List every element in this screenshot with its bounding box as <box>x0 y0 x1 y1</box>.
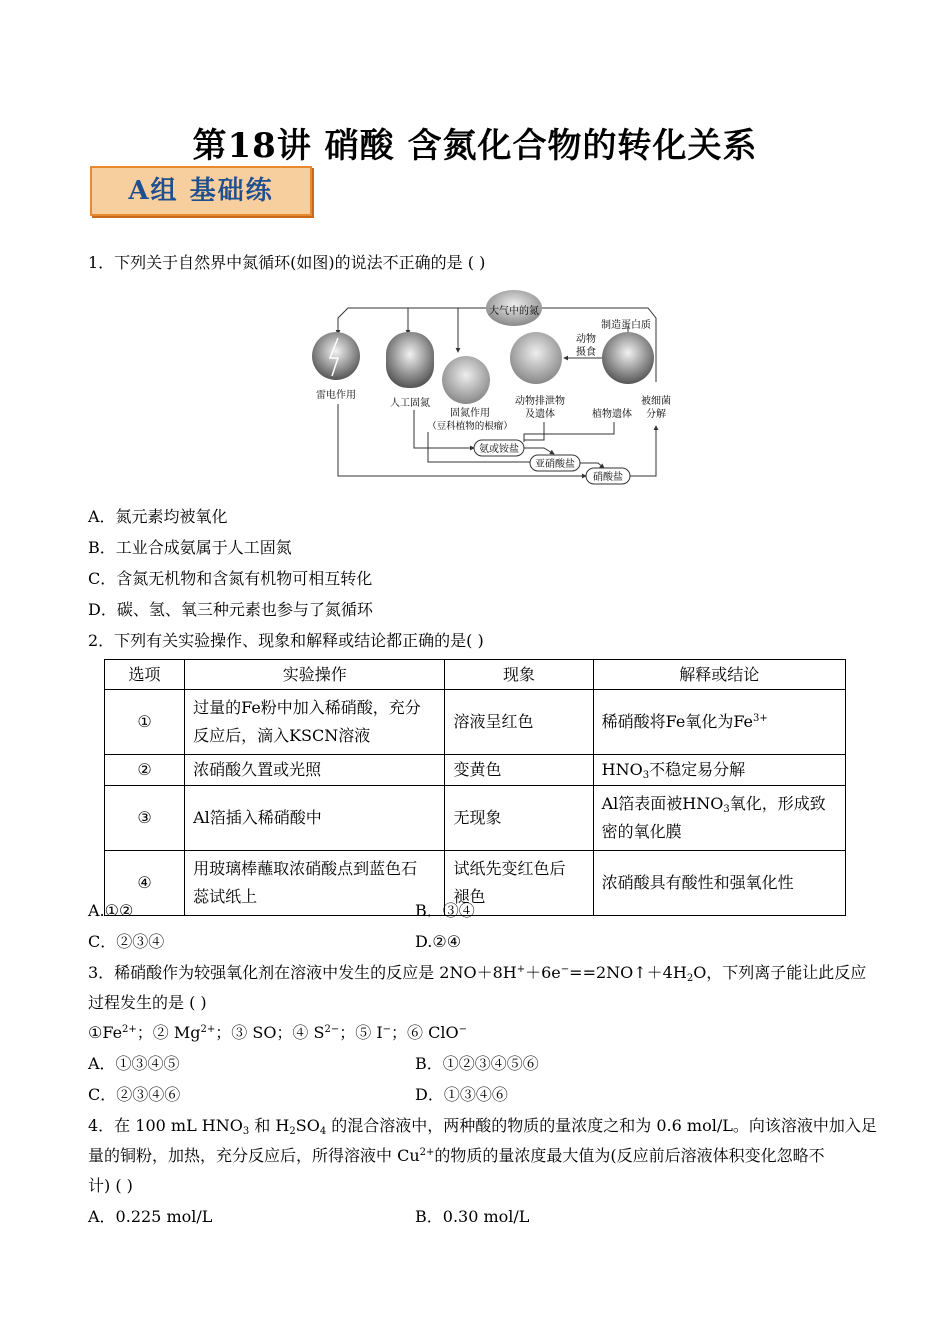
label-bacteria-1: 被细菌 <box>641 396 671 407</box>
table-row <box>105 755 846 786</box>
row-operation <box>185 851 445 916</box>
q3-option-b: B．①②③④⑤⑥ <box>415 1054 539 1073</box>
label-protein: 制造蛋白质 <box>601 320 651 331</box>
row-phenomenon: 无现象 <box>445 786 593 851</box>
row-no: ③ <box>105 786 185 851</box>
q1-option-d: D．碳、氢、氧三种元素也参与了氮循环 <box>88 600 373 619</box>
row-no: ④ <box>105 851 185 916</box>
label-fixation-note: （豆科植物的根瘤） <box>427 421 513 432</box>
q3-stem-line1: 3．稀硝酸作为较强氧化剂在溶液中发生的反应是 $2NO+8H^++6e^-==2NO↑+4H_2O$，下列离子能让此反应 <box>88 963 867 984</box>
lightning-icon <box>312 332 360 380</box>
row-conclusion: 浓硝酸具有酸性和强氧化性 <box>593 851 845 916</box>
phen-line: 试纸先变红色后 <box>453 859 566 878</box>
nitrogen-cycle-diagram <box>308 286 671 486</box>
q3-option-c: C．②③④⑥ <box>88 1085 181 1104</box>
label-nitrate: 硝酸盐 <box>593 472 623 483</box>
page-title: 第18讲 硝酸 含氮化合物的转化关系 <box>192 126 758 166</box>
conc-line: 密的氧化膜 <box>601 822 682 841</box>
row-operation: Al箔插入稀硝酸中 <box>185 786 445 851</box>
table-row <box>105 851 846 916</box>
label-bacteria-2: 分解 <box>646 409 666 420</box>
q3-stem-line2: 过程发生的是 ( ) <box>88 993 207 1012</box>
table-header-row <box>105 660 846 690</box>
factory-icon <box>386 332 434 388</box>
header-conclusion: 解释或结论 <box>593 660 845 690</box>
label-fixation: 固氮作用 <box>450 408 490 419</box>
op-line: 用玻璃棒蘸取浓硝酸点到蓝色石 <box>193 859 418 878</box>
conc-sup: 3+ <box>753 713 768 724</box>
q3-ions: $①Fe^{2+}$；② $Mg^{2+}$；③ SO；④ $S^{2-}$；⑤ I−；⑥ ClO− <box>88 1023 468 1042</box>
q3-option-a: A．①③④⑤ <box>88 1054 180 1073</box>
op-line: 反应后，滴入KSCN溶液 <box>193 726 371 745</box>
section-badge-label: A组 基础练 <box>128 176 274 206</box>
q1-option-c: C．含氮无机物和含氮有机物可相互转化 <box>88 569 373 588</box>
q4-option-b: B．0.30 mol/L <box>415 1207 530 1226</box>
q4-line3: 计) ( ) <box>88 1176 133 1195</box>
header-phenomenon: 现象 <box>445 660 593 690</box>
section-badge <box>90 166 312 216</box>
conc-text: 不稳定易分解 <box>649 760 746 779</box>
row-conclusion <box>593 690 845 755</box>
conc-text: Al箔表面被HNO <box>601 794 724 813</box>
row-conclusion <box>593 786 845 851</box>
q2-option-c: C．②③④ <box>88 932 165 951</box>
q1-option-b: B．工业合成氨属于人工固氮 <box>88 538 292 557</box>
row-conclusion <box>593 755 845 786</box>
label-animal-eat-2: 摄食 <box>576 347 596 358</box>
header-operation: 实验操作 <box>185 660 445 690</box>
op-line: 过量的Fe粉中加入稀硝酸，充分 <box>193 698 421 717</box>
phen-line: 褪色 <box>453 887 486 906</box>
row-operation: 浓硝酸久置或光照 <box>185 755 445 786</box>
q2-stem: 2．下列有关实验操作、现象和解释或结论都正确的是( ) <box>88 631 484 650</box>
row-phenomenon: 溶液呈红色 <box>445 690 593 755</box>
conc-text: 稀硝酸将Fe氧化为Fe <box>601 712 754 731</box>
label-atmosphere: 大气中的氮 <box>489 306 539 317</box>
q4-line2: 量的铜粉，加热，充分反应后，所得溶液中 $Cu^{2+}$的物质的量浓度最大值为(反应前后溶液体积变化忽略不 <box>88 1146 825 1165</box>
q2-table <box>104 659 846 916</box>
conc-sub: 3 <box>723 804 730 815</box>
label-ammonia: 氨或铵盐 <box>479 444 519 455</box>
label-artificial: 人工固氮 <box>390 398 430 409</box>
row-no: ① <box>105 690 185 755</box>
q2-option-b: B．③④ <box>415 901 475 920</box>
label-animal-eat-1: 动物 <box>576 334 596 345</box>
label-animal-waste-2: 及遗体 <box>525 409 555 420</box>
label-lightning: 雷电作用 <box>316 390 356 401</box>
row-no: ② <box>105 755 185 786</box>
label-plant-remains: 植物遗体 <box>592 409 632 420</box>
row-operation <box>185 690 445 755</box>
q1-stem: 1．下列关于自然界中氮循环(如图)的说法不正确的是 ( ) <box>88 253 486 272</box>
conc-text: 氧化，形成致 <box>729 794 826 813</box>
q2-option-a: A.①② <box>88 901 134 920</box>
table-row <box>105 786 846 851</box>
table-row <box>105 690 846 755</box>
conc-sub: 3 <box>642 770 650 781</box>
q2-option-d: D.②④ <box>415 932 462 951</box>
q1-option-a: A．氮元素均被氧化 <box>88 507 228 526</box>
q4-line1: 4．在 100 mL $HNO_3$ 和 $H_2SO_4$ 的混合溶液中，两种酸的物质的量浓度之和为 0.6 mol/L。向该溶液中加入足 <box>88 1116 877 1137</box>
row-phenomenon: 变黄色 <box>445 755 593 786</box>
root-nodule-icon <box>442 356 490 404</box>
conc-text: HNO <box>601 760 643 779</box>
plants-icon <box>602 332 654 384</box>
label-animal-waste-1: 动物排泄物 <box>515 396 565 407</box>
header-option: 选项 <box>105 660 185 690</box>
animals-icon <box>510 332 562 384</box>
q4-option-a: A．0.225 mol/L <box>88 1207 213 1226</box>
op-line: 蕊试纸上 <box>193 887 258 906</box>
q3-option-d: D．①③④⑥ <box>415 1085 508 1104</box>
label-nitrite: 亚硝酸盐 <box>535 459 575 470</box>
